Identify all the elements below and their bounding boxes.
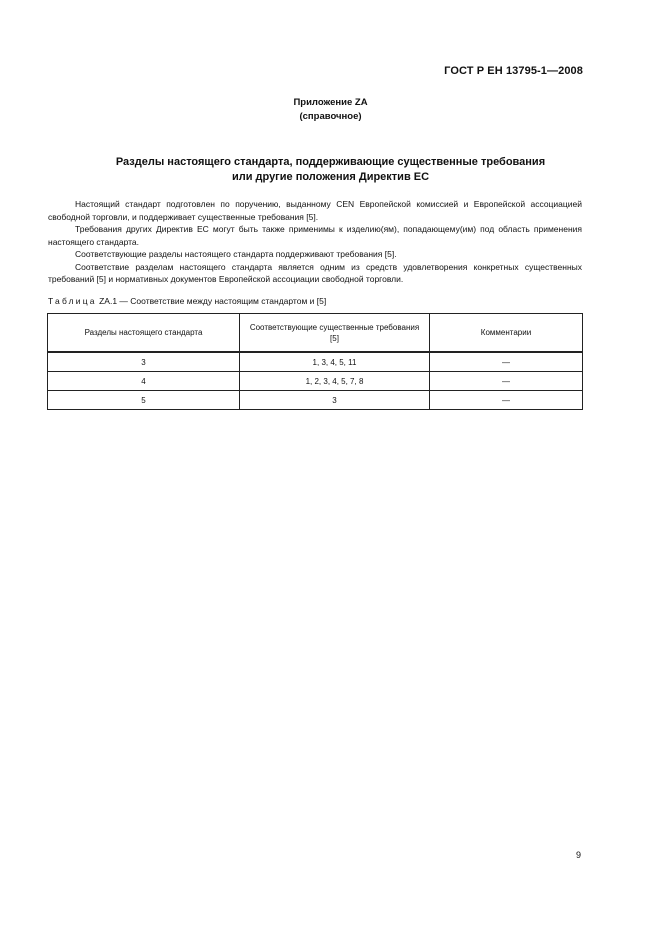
- table-cell-section: 3: [48, 352, 240, 372]
- paragraph: Настоящий стандарт подготовлен по поручению, выданному CEN Европейской комиссией и Европейской ассоциацией свободной торговли, и поддерживает существенные требования [5].: [48, 199, 582, 222]
- page-number: 9: [575, 850, 581, 860]
- column-header-requirements: Соответствующие существенные требования [5]: [240, 314, 430, 353]
- section-title-line-1: Разделы настоящего стандарта, поддерживающие существенные требования: [115, 156, 546, 168]
- table-caption-prefix: Таблица: [48, 296, 97, 306]
- annex-subtitle: (справочное): [299, 111, 362, 122]
- table-caption-text: ZA.1 — Соответствие между настоящим стандартом и [5]: [99, 296, 327, 306]
- table-cell-section: 5: [48, 391, 240, 410]
- table-row: [48, 372, 583, 391]
- annex-heading: [0, 96, 661, 124]
- annex-title: Приложение ZA: [293, 97, 368, 108]
- body-text: [48, 198, 582, 286]
- column-header-comments: Комментарии: [430, 314, 583, 353]
- table-caption: [48, 296, 326, 306]
- table-cell-requirements: 1, 2, 3, 4, 5, 7, 8: [240, 372, 430, 391]
- table-cell-comment: —: [430, 352, 583, 372]
- table-row: [48, 352, 583, 372]
- section-title: [0, 155, 661, 185]
- paragraph: Требования других Директив ЕС могут быть также применимы к изделию(ям), попадающему(им) под область применения настоящего стандарта.: [48, 224, 582, 247]
- table-row: [48, 391, 583, 410]
- table-cell-requirements: 1, 3, 4, 5, 11: [240, 352, 430, 372]
- table-header-row: [48, 314, 583, 353]
- section-title-line-2: или другие положения Директив ЕС: [231, 171, 430, 183]
- paragraph: Соответствующие разделы настоящего стандарта поддерживают требования [5].: [75, 249, 397, 259]
- column-header-sections: Разделы настоящего стандарта: [48, 314, 240, 353]
- paragraph: Соответствие разделам настоящего стандарта является одним из средств удовлетворения конкретных существенных требований [5] и нормативных документов Европейской ассоциации свободной торговли.: [48, 261, 582, 284]
- table-cell-requirements: 3: [240, 391, 430, 410]
- table-cell-section: 4: [48, 372, 240, 391]
- correspondence-table: [47, 313, 583, 410]
- document-id: ГОСТ Р ЕН 13795-1—2008: [444, 65, 583, 77]
- table-cell-comment: —: [430, 372, 583, 391]
- table-cell-comment: —: [430, 391, 583, 410]
